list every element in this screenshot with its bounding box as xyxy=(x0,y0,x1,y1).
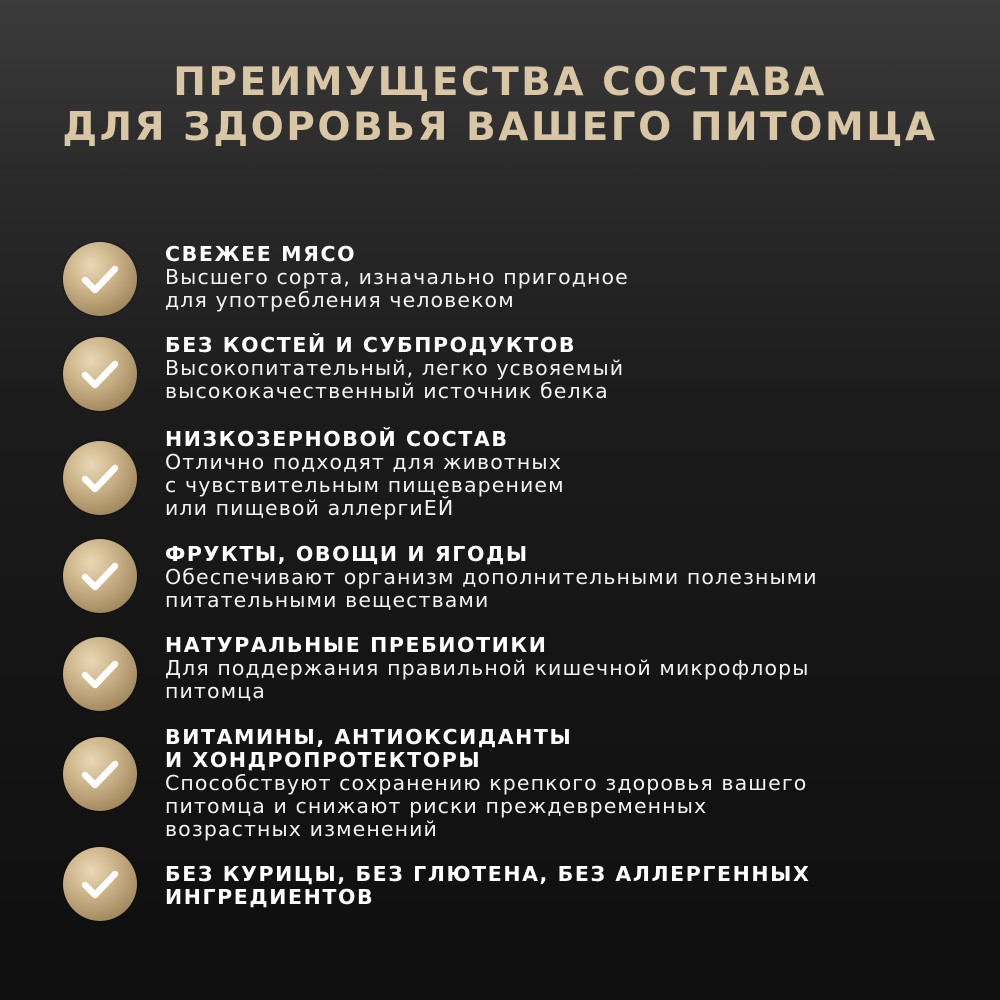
benefit-description: Для поддержания правильной кишечной микрофлоры питомца xyxy=(165,656,810,703)
check-badge xyxy=(63,242,137,316)
page-title xyxy=(0,60,1000,150)
check-icon xyxy=(63,539,137,613)
benefit-heading: ВИТАМИНЫ, АНТИОКСИДАНТЫ И ХОНДРОПРОТЕКТОРЫ xyxy=(165,725,573,772)
benefit-heading: ФРУКТЫ, ОВОЩИ И ЯГОДЫ xyxy=(165,542,529,566)
check-icon xyxy=(63,637,137,711)
check-badge xyxy=(63,737,137,811)
title-line-1: ПРЕИМУЩЕСТВА СОСТАВА xyxy=(173,60,827,105)
benefit-description: Обеспечивают организм дополнительными полезными питательными веществами xyxy=(165,565,818,612)
check-icon xyxy=(63,441,137,515)
check-badge xyxy=(63,441,137,515)
title-line-2: ДЛЯ ЗДОРОВЬЯ ВАШЕГО ПИТОМЦА xyxy=(62,105,938,150)
check-icon xyxy=(63,337,137,411)
benefit-description: Высшего сорта, изначально пригодное для употребления человеком xyxy=(165,265,629,312)
check-icon xyxy=(63,847,137,921)
check-badge xyxy=(63,337,137,411)
benefit-heading: БЕЗ КУРИЦЫ, БЕЗ ГЛЮТЕНА, БЕЗ АЛЛЕРГЕННЫХ ИНГРЕДИЕНТОВ xyxy=(165,862,811,909)
benefit-heading: НИЗКОЗЕРНОВОЙ СОСТАВ xyxy=(165,427,509,451)
check-badge xyxy=(63,637,137,711)
benefit-description: Высокопитательный, легко усвояемый высококачественный источник белка xyxy=(165,356,625,403)
benefit-description: Способствуют сохранению крепкого здоровья вашего питомца и снижают риски преждевременных возрастных изменений xyxy=(165,771,808,841)
benefit-heading: НАТУРАЛЬНЫЕ ПРЕБИОТИКИ xyxy=(165,633,548,657)
check-badge xyxy=(63,847,137,921)
benefit-heading: БЕЗ КОСТЕЙ И СУБПРОДУКТОВ xyxy=(165,333,577,357)
benefit-description: Отлично подходят для животных с чувствительным пищеварением или пищевой аллергиЕЙ xyxy=(165,450,565,520)
check-badge xyxy=(63,539,137,613)
check-icon xyxy=(63,242,137,316)
check-icon xyxy=(63,737,137,811)
benefit-heading: СВЕЖЕЕ МЯСО xyxy=(165,242,357,266)
